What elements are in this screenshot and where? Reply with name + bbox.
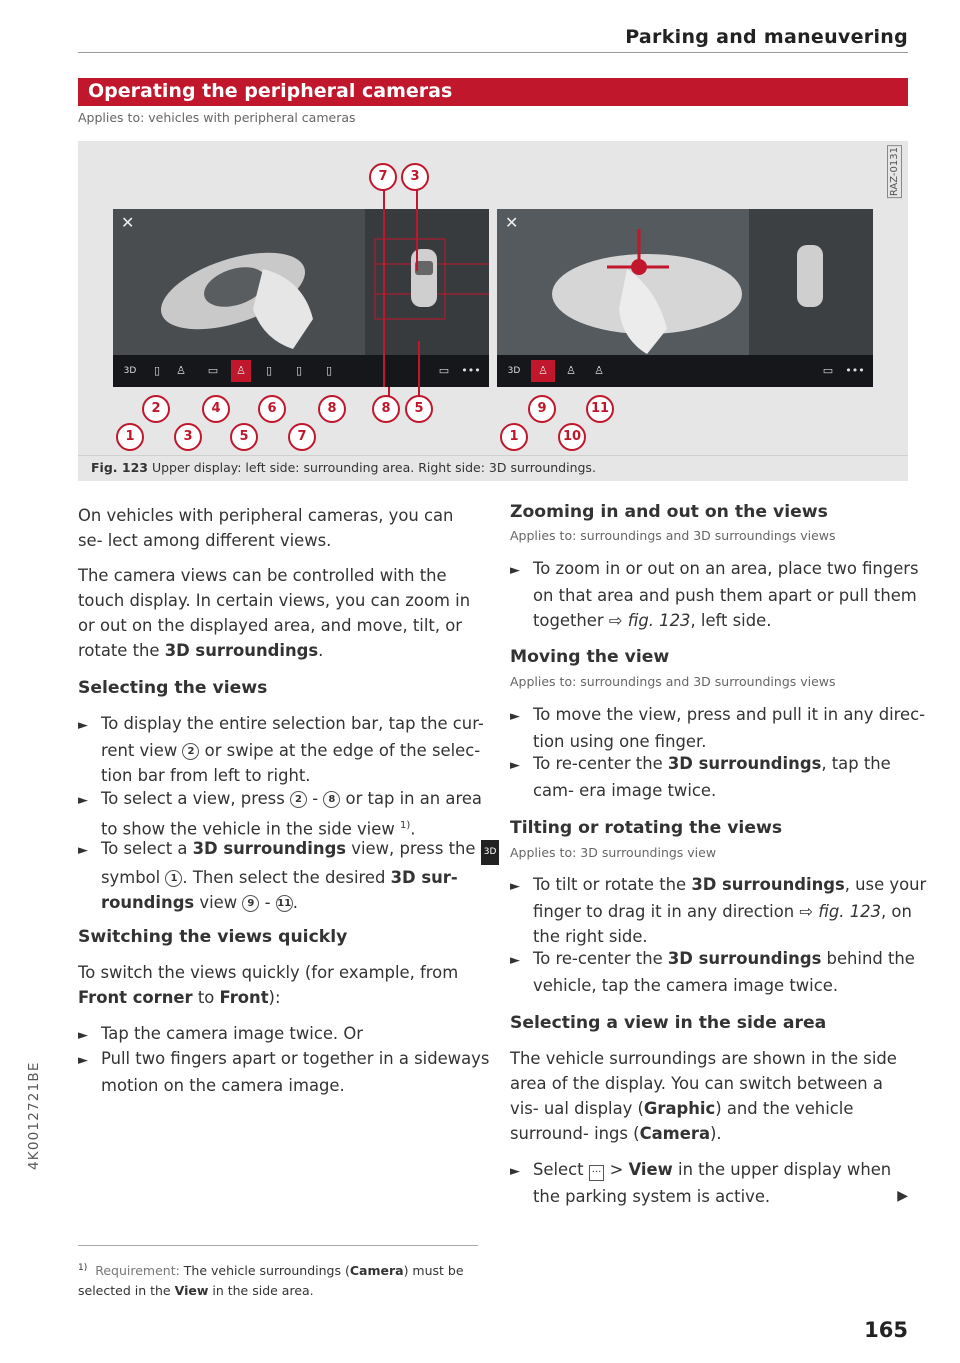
marker-7: 7 <box>288 423 316 451</box>
right-screen <box>497 209 873 387</box>
3d-view-10[interactable]: ♙ <box>566 364 576 377</box>
bullet-display-bar: ► To display the entire selection bar, tap the cur- rent view 2 or swipe at the edge of the selec- tion bar from left to right. <box>78 714 484 785</box>
3d-view-11[interactable]: ♙ <box>594 364 604 377</box>
view-icon-6[interactable]: ▯ <box>265 364 273 377</box>
tilt-applies: Applies to: 3D surroundings view <box>510 845 717 860</box>
left-screen <box>113 209 489 387</box>
3d-symbol-icon: 3D <box>481 840 500 865</box>
marker-1: 1 <box>116 423 144 451</box>
view-icon-5-active[interactable]: ♙ <box>231 360 251 382</box>
side-area-paragraph: The vehicle surroundings are shown in the side area of the display. You can switch between a vis- ual display (Graphic) and the vehicle surround- ings (Camera). <box>510 1049 897 1143</box>
3d-view-icon[interactable]: 3D <box>123 366 137 376</box>
view-icon-8[interactable]: ▯ <box>325 364 333 377</box>
marker-5: 5 <box>405 395 433 423</box>
selection-bar-left <box>113 355 489 387</box>
more-options-icon: ··· <box>589 1165 605 1181</box>
intro-paragraph: On vehicles with peripheral cameras, you can se- lect among different views. <box>78 506 454 550</box>
bullet-select-3d: ► To select a 3D surroundings view, press the 3D symbol 1 . Then select the desired 3D sur- roundings view 9 - 11. <box>78 836 501 915</box>
footnote: $^{1)}$ Requirement: The vehicle surroundings (Camera) must be selected in the View in the side area. <box>78 1263 464 1299</box>
figure-caption: Fig. 123 Upper display: left side: surrounding area. Right side: 3D surroundings. <box>91 460 596 475</box>
marker-6: 6 <box>258 395 286 423</box>
bullet-recenter-behind: ► To re-center the 3D surroundings behind the vehicle, tap the camera image twice. <box>510 949 915 995</box>
marker-4: 4 <box>202 395 230 423</box>
continue-arrow-icon: ▶ <box>897 1188 908 1204</box>
running-header: Parking and maneuvering <box>625 26 908 48</box>
marker-3: 3 <box>401 163 429 191</box>
heading-side-area: Selecting a view in the side area <box>510 1013 827 1033</box>
marker-10: 10 <box>558 423 586 451</box>
zoom-applies: Applies to: surroundings and 3D surroundings views <box>510 528 836 543</box>
marker-11: 11 <box>586 395 614 423</box>
heading-selecting-views: Selecting the views <box>78 678 268 698</box>
bullet-tilt: ► To tilt or rotate the 3D surroundings, use your finger to drag it in any direction ⇨ fig. 123, on the right side. <box>510 875 927 946</box>
selection-bar-right <box>497 355 873 387</box>
view-icon-3[interactable]: ♙ <box>176 364 186 377</box>
intro-paragraph-2: The camera views can be controlled with the touch display. In certain views, you can zoom in or out on the displayed area, and move, tilt, or rotate the 3D surroundings. <box>78 566 471 660</box>
document-code: 4K0012721BE <box>26 1061 42 1170</box>
view-icon-2[interactable]: ▯ <box>153 364 161 377</box>
header-rule <box>78 52 908 53</box>
callout-line <box>416 189 418 271</box>
bullet-select-view: ► To select a view, press 2 - 8 or tap in an area to show the vehicle in the side view $^{1)}$. <box>78 789 482 839</box>
close-icon[interactable]: ✕ <box>505 213 519 232</box>
move-applies: Applies to: surroundings and 3D surroundings views <box>510 674 836 689</box>
side-view-icon[interactable]: ▭ <box>438 364 450 377</box>
marker-3: 3 <box>174 423 202 451</box>
close-icon[interactable]: ✕ <box>121 213 135 232</box>
more-icon-right[interactable]: ••• <box>845 364 865 377</box>
heading-switching-views: Switching the views quickly <box>78 927 348 947</box>
marker-1: 1 <box>500 423 528 451</box>
callout-line <box>383 189 385 387</box>
bullet-tap-twice: ► Tap the camera image twice. Or <box>78 1024 363 1043</box>
bullet-select-view-side: ► Select ··· > View in the upper display when the parking system is active. <box>510 1160 892 1206</box>
marker-7: 7 <box>369 163 397 191</box>
side-view-icon[interactable]: ▭ <box>822 364 834 377</box>
heading-tilting: Tilting or rotating the views <box>510 818 783 838</box>
footnote-rule <box>78 1245 478 1246</box>
page-number: 165 <box>864 1318 908 1342</box>
view-icon-4[interactable]: ▭ <box>207 364 219 377</box>
bullet-zoom: ► To zoom in or out on an area, place two fingers on that area and push them apart or pull them together ⇨ fig. 123, left side. <box>510 559 919 630</box>
marker-8: 8 <box>318 395 346 423</box>
bullet-move: ► To move the view, press and pull it in any direc- tion using one finger. <box>510 705 926 751</box>
bullet-recenter: ► To re-center the 3D surroundings, tap the cam- era image twice. <box>510 754 891 800</box>
switch-paragraph: To switch the views quickly (for example, from Front corner to Front): <box>78 963 459 1007</box>
marker-8: 8 <box>372 395 400 423</box>
heading-moving: Moving the view <box>510 647 670 667</box>
figure-123 <box>78 141 908 455</box>
heading-zooming: Zooming in and out on the views <box>510 502 828 522</box>
3d-view-9-active[interactable]: ♙ <box>531 360 555 382</box>
bullet-pull-fingers: ► Pull two fingers apart or together in a sideways motion on the camera image. <box>78 1049 490 1095</box>
marker-5: 5 <box>230 423 258 451</box>
3d-view-icon[interactable]: 3D <box>507 366 521 376</box>
view-icon-7[interactable]: ▯ <box>295 364 303 377</box>
more-icon-left[interactable]: ••• <box>461 364 481 377</box>
marker-9: 9 <box>528 395 556 423</box>
section-applies: Applies to: vehicles with peripheral cameras <box>78 110 356 125</box>
section-title: Operating the peripheral cameras <box>88 80 453 102</box>
figure-code: RAZ-0131 <box>889 147 900 197</box>
marker-2: 2 <box>142 395 170 423</box>
